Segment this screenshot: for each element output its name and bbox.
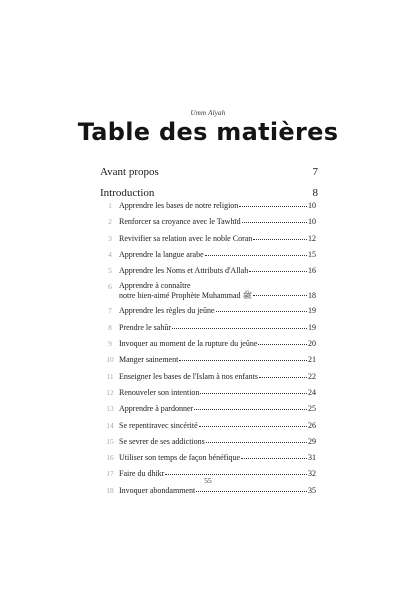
entry-label: Se sevrer de ses addictions	[119, 436, 205, 446]
section-label: Introduction	[100, 187, 155, 199]
entry-label: Utiliser son temps de façon bénéfique	[119, 453, 241, 463]
dot-leader	[253, 237, 307, 240]
entry-page: 35	[308, 485, 316, 495]
entry-number: 17	[106, 469, 114, 479]
dot-leader	[241, 456, 307, 459]
entry-label: Apprendre la langue arabe	[119, 249, 204, 259]
dot-leader	[199, 424, 307, 427]
entry-label: Apprendre les règles du jeûne	[119, 306, 215, 316]
entry-page: 12	[308, 233, 316, 243]
entry-label: Faire du dhikr	[119, 469, 165, 479]
dot-leader	[196, 489, 307, 492]
dot-leader	[172, 326, 307, 329]
page-number: 55	[204, 476, 212, 485]
entry-label: Enseigner les bases de l'Islam à nos enfants	[119, 371, 258, 381]
entry-number: 11	[106, 371, 114, 381]
entry-line	[119, 247, 316, 263]
entry-page: 16	[308, 266, 316, 276]
toc-entry[interactable]	[105, 450, 316, 466]
entry-number: 3	[108, 233, 112, 243]
toc-entry[interactable]	[105, 434, 316, 450]
entry-line	[119, 231, 316, 247]
dot-leader	[258, 342, 307, 345]
dot-leader	[205, 253, 307, 256]
entry-page: 10	[308, 217, 316, 227]
dot-leader	[194, 407, 307, 410]
entry-line	[119, 263, 316, 279]
toc-entry[interactable]	[105, 320, 316, 336]
entry-number: 16	[106, 453, 114, 463]
entry-line	[119, 434, 316, 450]
entry-label: Prendre le sahūr	[119, 322, 171, 332]
toc-list	[105, 198, 316, 499]
entry-page: 18	[308, 290, 316, 300]
entry-number: 8	[108, 322, 112, 332]
entry-line	[119, 385, 316, 401]
entry-label-line-1: Apprendre à connaître	[119, 281, 191, 291]
entry-label: Se repentiravec sincérité	[119, 420, 198, 430]
toc-entry[interactable]	[105, 418, 316, 434]
entry-number: 7	[108, 306, 112, 316]
toc-entry[interactable]	[105, 483, 316, 499]
entry-number: 2	[108, 217, 112, 227]
entry-page: 22	[308, 371, 316, 381]
entry-page: 31	[308, 453, 316, 463]
toc-entry[interactable]	[105, 303, 316, 319]
entry-page: 32	[308, 469, 316, 479]
dot-leader	[249, 269, 307, 272]
toc-entry[interactable]	[105, 214, 316, 230]
entry-line	[119, 303, 316, 319]
entry-line	[119, 352, 316, 368]
entry-line	[119, 418, 316, 434]
entry-number: 9	[108, 339, 112, 349]
toc-entry[interactable]	[105, 231, 316, 247]
entry-label	[119, 281, 252, 300]
entry-number: 6	[108, 282, 112, 292]
toc-section-avant-propos[interactable]	[100, 166, 318, 178]
entry-page: 21	[308, 355, 316, 365]
entry-number: 14	[106, 420, 114, 430]
entry-number: 10	[106, 355, 114, 365]
entry-label: Apprendre les bases de notre religion	[119, 201, 239, 210]
entry-line	[119, 450, 316, 466]
entry-page: 19	[308, 322, 316, 332]
entry-label: Apprendre à pardonner	[119, 404, 194, 414]
section-page: 8	[312, 187, 318, 199]
entry-number: 5	[108, 266, 112, 276]
entry-page: 26	[308, 420, 316, 430]
entry-line	[119, 281, 316, 300]
entry-number: 4	[108, 249, 112, 259]
entry-number: 1	[108, 201, 112, 210]
entry-label: Renouveler son intention	[119, 387, 200, 397]
entry-page: 25	[308, 404, 316, 414]
toc-entry[interactable]	[105, 369, 316, 385]
dot-leader	[206, 440, 307, 443]
entry-label-line-2: notre bien-aimé Prophète Muhammad ﷺ	[119, 290, 253, 300]
entry-line	[119, 369, 316, 385]
toc-entry[interactable]	[105, 263, 316, 279]
toc-entry[interactable]	[105, 336, 316, 352]
entry-page: 10	[308, 201, 316, 210]
page-title: Table des matières	[77, 118, 339, 146]
section-label: Avant propos	[100, 166, 159, 178]
toc-entry[interactable]	[105, 279, 316, 303]
toc-entry[interactable]	[105, 247, 316, 263]
entry-line	[119, 320, 316, 336]
entry-page: 19	[308, 306, 316, 316]
entry-page: 29	[308, 436, 316, 446]
dot-leader	[242, 220, 307, 223]
toc-entry[interactable]	[105, 352, 316, 368]
section-page: 7	[312, 166, 318, 178]
entry-page: 20	[308, 339, 316, 349]
entry-page: 15	[308, 249, 316, 259]
dot-leader	[165, 472, 307, 475]
entry-label: Invoquer au moment de la rupture du jeûne	[119, 339, 258, 349]
entry-label: Manger sainement	[119, 355, 179, 365]
entry-number: 13	[106, 404, 114, 414]
dot-leader	[259, 375, 307, 378]
entry-number: 15	[106, 436, 114, 446]
dot-leader	[253, 293, 307, 296]
entry-label: Renforcer sa croyance avec le Tawhīd	[119, 217, 241, 227]
entry-line	[119, 401, 316, 417]
toc-entry[interactable]	[105, 198, 316, 214]
entry-page: 24	[308, 387, 316, 397]
dot-leader	[239, 204, 307, 207]
dot-leader	[200, 391, 307, 394]
entry-line	[119, 336, 316, 352]
running-head: Umm Alyah	[190, 109, 226, 117]
entry-line	[119, 483, 316, 499]
dot-leader	[216, 309, 307, 312]
dot-leader	[179, 358, 307, 361]
entry-line	[119, 214, 316, 230]
entry-line	[119, 198, 316, 214]
entry-label: Revivifier sa relation avec le noble Coran	[119, 233, 253, 243]
toc-entry[interactable]	[105, 401, 316, 417]
entry-number: 18	[106, 485, 114, 495]
entry-label: Invoquer abondamment	[119, 485, 196, 495]
entry-number: 12	[106, 387, 114, 397]
entry-label: Apprendre les Noms et Attributs d'Allah	[119, 266, 249, 276]
toc-entry[interactable]	[105, 385, 316, 401]
